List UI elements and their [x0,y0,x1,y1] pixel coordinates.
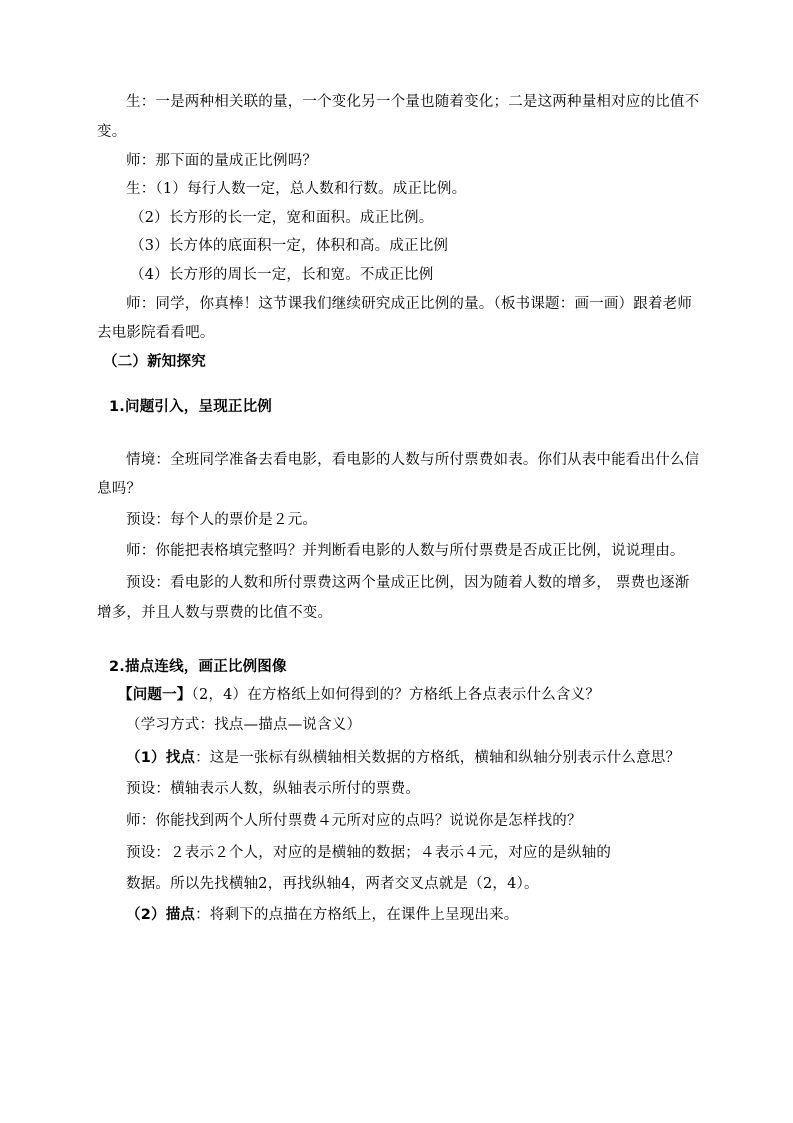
subsection-heading: 1.问题引入，呈现正比例 [109,399,272,415]
step-label: （1）找点 [126,750,196,766]
paragraph-line: 预设：横轴表示人数，纵轴表示所付的票费。 [126,781,420,797]
paragraph-line: 变。 [97,124,127,140]
question-text: （2，4）在方格纸上如何得到的？方格纸上各点表示什么含义？ [191,687,600,703]
step-text: ：这是一张标有纵横轴相关数据的方格纸，横轴和纵轴分别表示什么意思？ [195,750,681,766]
paragraph-line [126,905,519,925]
paragraph-line: （3）长方体的底面积一定，体积和高。成正比例 [130,238,449,254]
paragraph-line: 生：一是两种相关联的量，一个变化另一个量也随着变化；二是这两种量相对应的比值不 [126,94,700,110]
paragraph-line: （学习方式：找点—描点—说含义） [126,717,362,733]
section-heading: （二）新知探究 [103,354,206,370]
paragraph-line [126,748,680,768]
paragraph-line: 生：（1）每行人数一定，总人数和行数。成正比例。 [126,181,467,197]
paragraph-line: 去电影院看看吧。 [97,325,215,341]
step-text: ：将剩下的点描在方格纸上，在课件上呈现出来。 [195,907,519,923]
paragraph-line: 息吗？ [97,481,142,497]
paragraph-line: （2）长方形的长一定，宽和面积。成正比例。 [130,210,434,226]
paragraph-line: 情境：全班同学准备去看电影，看电影的人数与所付票费如表。你们从表中能看出什么信 [126,452,700,468]
paragraph-line: 师：你能把表格填完整吗？并判断看电影的人数与所付票费是否成正比例，说说理由。 [126,543,685,559]
question-label: 【问题一】 [118,687,192,703]
paragraph-line: 师：同学，你真棒！这节课我们继续研究成正比例的量。（板书课题：画一画）跟着老师 [126,296,693,312]
paragraph-line: 数据。所以先找横轴2，再找纵轴4，两者交叉点就是（2，4）。 [126,876,539,892]
paragraph-line: 预设：每个人的票价是２元。 [126,512,318,528]
paragraph-line [118,685,600,705]
paragraph-line: 预设：看电影的人数和所付票费这两个量成正比例，因为随着人数的增多， 票费也逐渐 [126,575,690,591]
paragraph-line: （4）长方形的周长一定，长和宽。不成正比例 [130,267,434,283]
subsection-heading: 2.描点连线，画正比例图像 [109,659,287,675]
paragraph-line: 增多，并且人数与票费的比值不变。 [97,605,333,621]
step-label: （2）描点 [126,907,196,923]
paragraph-line: 师：你能找到两个人所付票费４元所对应的点吗？说说你是怎样找的？ [126,813,582,829]
paragraph-line: 预设：２表示２个人，对应的是横轴的数据；４表示４元，对应的是纵轴的 [126,845,612,861]
paragraph-line: 师：那下面的量成正比例吗？ [126,153,318,169]
